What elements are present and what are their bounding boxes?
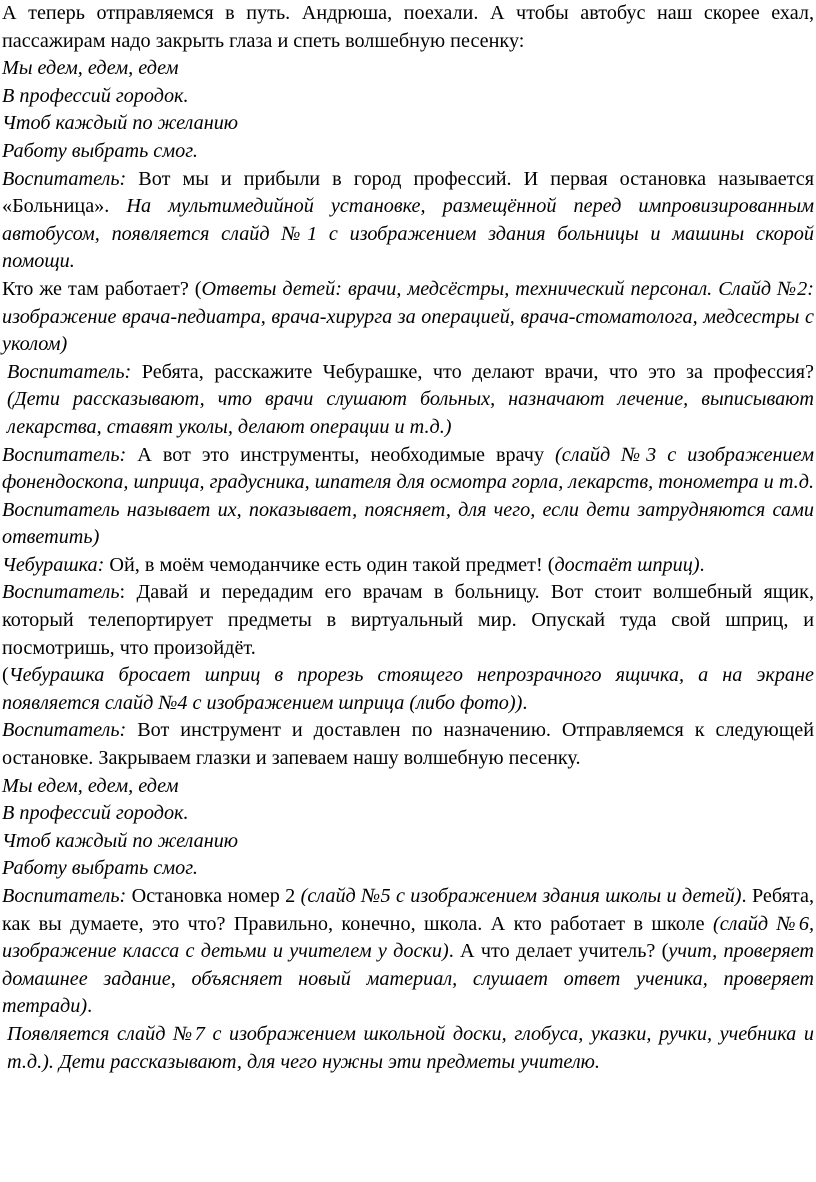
speaker-label: Воспитатель: xyxy=(2,443,127,466)
intro-paragraph xyxy=(2,0,814,55)
song-line-3: Чтоб каждый по желанию xyxy=(2,112,239,135)
speech-tail: . xyxy=(87,995,93,1018)
speech-text: . Ребята, как вы думаете, это что? Правильно, конечно, школа. А кто работает в школе xyxy=(2,885,814,935)
paragraph-teacher-items xyxy=(2,1021,814,1076)
speech-text: Остановка номер 2 xyxy=(126,885,301,907)
song-line-1: Мы едем, едем, едем xyxy=(2,774,179,797)
speaker-label: Воспитатель xyxy=(2,581,120,604)
stage-note: Чебурашка бросает шприц в прорезь стоящего непрозрачного ящичка, а на экране появляется слайд №4 с изображением шприца (либо фото)) xyxy=(2,664,814,714)
speech-text: Кто же там работает? ( xyxy=(2,277,202,300)
paragraph-instruments xyxy=(2,442,814,552)
paragraph-doctors xyxy=(2,359,814,442)
stage-note: (слайд №5 с изображением здания школы и детей) xyxy=(300,885,742,907)
speaker-label: Воспитатель: xyxy=(2,719,127,742)
open-paren: ( xyxy=(2,664,9,687)
speech-text: Вот мы и прибыли в город профессий. И первая остановка называется «Больница». xyxy=(2,167,814,218)
speaker-label: Воспитатель: xyxy=(7,360,132,383)
song-line-2: В профессий городок. xyxy=(2,802,189,825)
stage-note: Появляется слайд №7 с изображением школьной доски, глобуса, указки, ручки, учебника и т.д.). Дети рассказывают, для чего нужны эти предметы учителю. xyxy=(7,1022,814,1073)
song-line-3: Чтоб каждый по желанию xyxy=(2,829,239,852)
speech-text: Ой, в моём чемоданчике есть один такой предмет! ( xyxy=(104,553,555,576)
paragraph-magic-box xyxy=(2,579,814,662)
song-line-2: В профессий городок. xyxy=(2,84,189,107)
stage-note: учит, проверяет домашнее задание, объясняет новый материал, слушает ответ ученика, проверяет тетради) xyxy=(2,940,814,1018)
speech-tail: . xyxy=(699,553,705,576)
stage-note: (слайд №6, изображение класса с детьми и учителем у доски) xyxy=(2,912,815,963)
stage-note: Ответы детей: врачи, медсёстры, технический персонал. Слайд №2: изображение врача-педиатра, врача-хирурга за операцией, врача-стоматолога, медсестры с уколом) xyxy=(2,277,814,356)
song-line-4: Работу выбрать смог. xyxy=(2,139,198,162)
speech-text: Ребята, расскажите Чебурашке, что делают врачи, что это за профессия? xyxy=(131,360,814,383)
stage-note: На мультимедийной установке, размещённой перед импровизированным автобусом, появляется слайд №1 с изображением здания больницы и машины скорой помощи. xyxy=(2,195,814,273)
speaker-label: Чебурашка: xyxy=(2,553,105,576)
stage-note: достаёт шприц) xyxy=(554,553,700,576)
stage-note: (слайд №3 с изображением фонендоскопа, шприца, градусника, шпателя для осмотра горла, лекарств, тонометра и т.д. Воспитатель называет их, показывает, поясняет, для чего, если дети затрудняются сами ответить) xyxy=(2,443,814,549)
paragraph-arrival xyxy=(2,166,814,276)
paragraph-school xyxy=(2,883,814,1021)
song-line-1: Мы едем, едем, едем xyxy=(2,57,179,80)
stage-note: (Дети рассказывают, что врачи слушают больных, назначают лечение, выписывают лекарства, ставят уколы, делают операции и т.д.) xyxy=(7,388,814,438)
speaker-label: Воспитатель: xyxy=(2,167,127,190)
song-line-4: Работу выбрать смог. xyxy=(2,857,198,880)
paragraph-who-works xyxy=(2,276,814,359)
intro-text: А теперь отправляемся в путь. Андрюша, поехали. А чтобы автобус наш скорее ехал, пассажирам надо закрыть глаза и спеть волшебную песенку: xyxy=(2,2,814,52)
speech-text: А вот это инструменты, необходимые врачу xyxy=(126,443,556,466)
speech-tail: . xyxy=(522,691,528,714)
paragraph-cheburashka xyxy=(2,552,814,580)
speaker-label: Воспитатель: xyxy=(2,885,127,907)
paragraph-syringe-note xyxy=(2,662,814,717)
paragraph-next-stop xyxy=(2,717,814,772)
speech-text: Вот инструмент и доставлен по назначению. Отправляемся к следующей остановке. Закрываем глазки и запеваем нашу волшебную песенку. xyxy=(2,719,814,770)
speech-text: : Давай и передадим его врачам в больницу. Вот стоит волшебный ящик, который телепортирует предметы в виртуальный мир. Опускай туда свой шприц, и посмотришь, что произойдёт. xyxy=(2,581,814,659)
speech-text: . А что делает учитель? ( xyxy=(448,940,669,963)
